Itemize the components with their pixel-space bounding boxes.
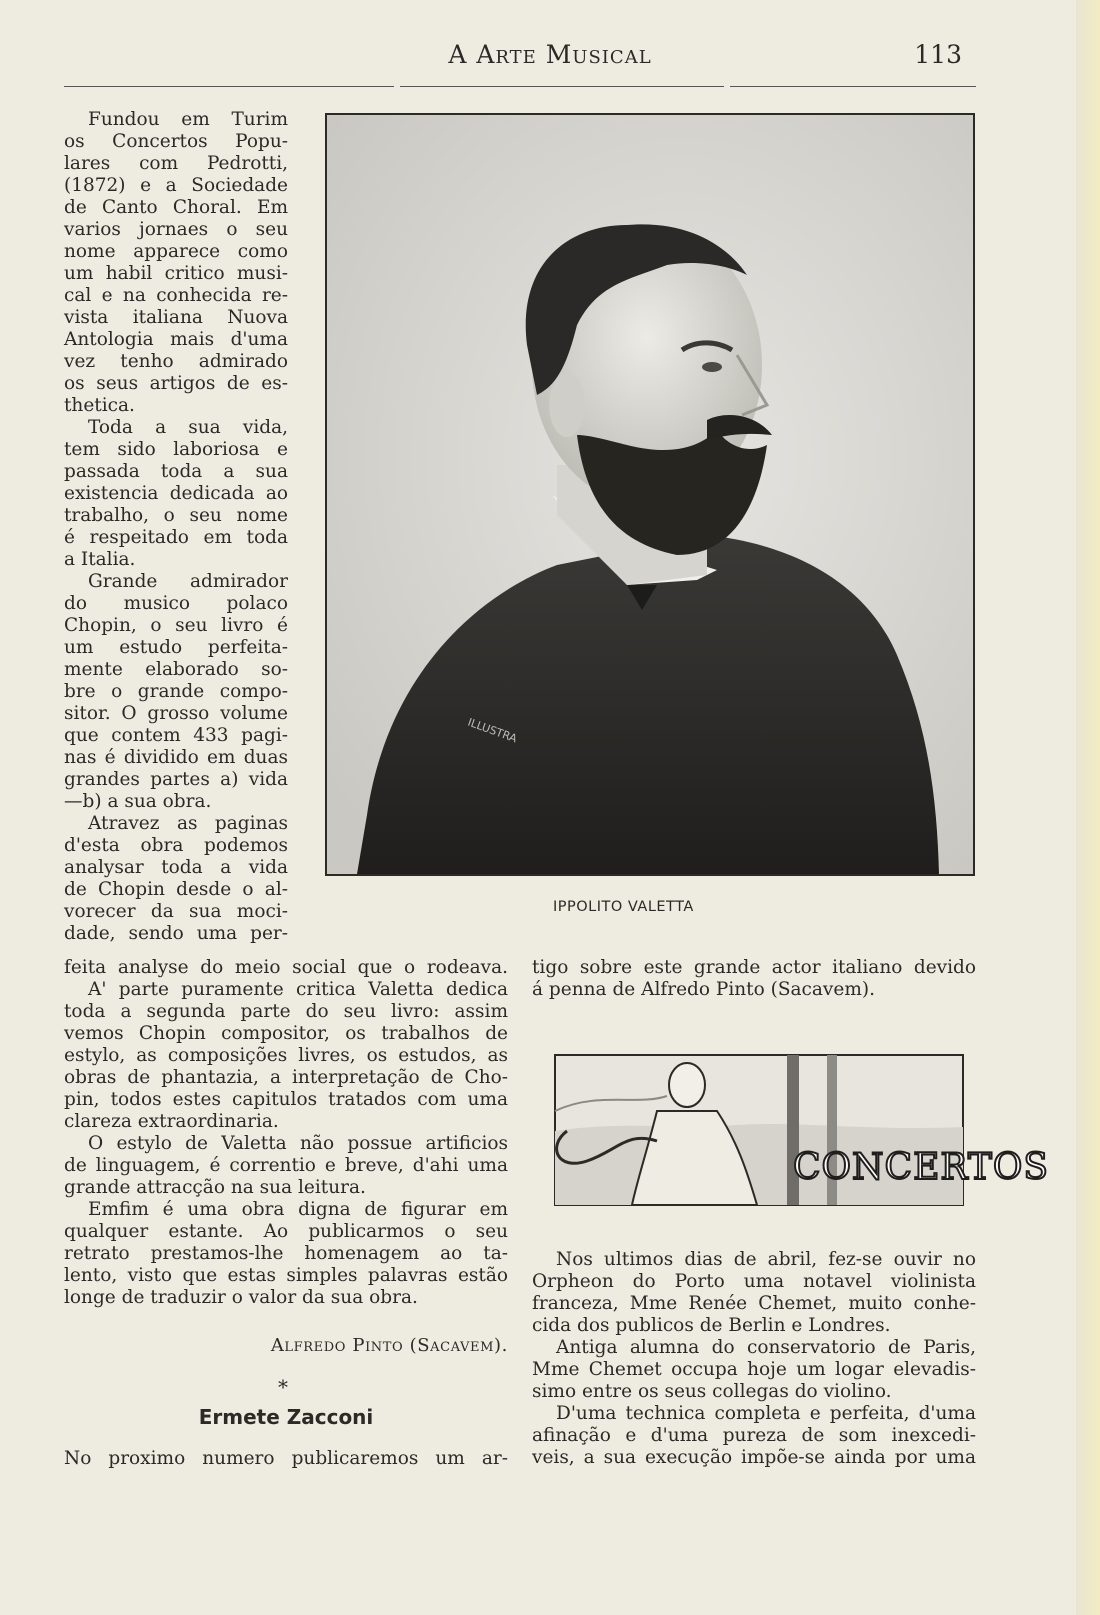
text-line: feita analyse do meio social que o rodeava. [64, 957, 508, 978]
text-line: os Concertos Popu- [64, 131, 288, 152]
header-rule-left [64, 86, 394, 87]
article-text-right [532, 957, 976, 1001]
text-line: a Italia. [64, 549, 136, 570]
engraver-mark: ILLUSTRA [465, 715, 519, 746]
page-number: 113 [914, 40, 962, 69]
author-signature: Alfredo Pinto (Sacavem). [270, 1335, 508, 1356]
text-line: vista italiana Nuova [64, 307, 288, 328]
text-line: de Chopin desde o al- [64, 879, 288, 900]
text-line: retrato prestamos-lhe homenagem ao ta- [64, 1243, 508, 1264]
text-line: os seus artigos de es- [64, 373, 288, 394]
text-line: Antiga alumna do conservatorio de Paris, [556, 1337, 976, 1358]
text-line: Emfim é uma obra digna de figurar em [88, 1199, 508, 1220]
concertos-banner [537, 1051, 1050, 1211]
text-line: varios jornaes o seu [64, 219, 288, 240]
text-line: do musico polaco [64, 593, 288, 614]
text-line: dade, sendo uma per- [64, 923, 288, 944]
journal-title: A Arte Musical [448, 40, 652, 69]
text-line: passada toda a sua [64, 461, 288, 482]
text-line: de Canto Choral. Em [64, 197, 288, 218]
portrait-caption: IPPOLITO VALETTA [553, 899, 694, 915]
text-line: que contem 433 pagi- [64, 725, 288, 746]
text-line: Mme Chemet occupa hoje um logar elevadis- [532, 1359, 976, 1380]
header-rule-right [730, 86, 976, 87]
text-line: cida dos publicos de Berlin e Londres. [532, 1315, 891, 1336]
text-line: sitor. O grosso volume [64, 703, 288, 724]
teaser-line: No proximo numero publicaremos um ar- [64, 1448, 508, 1469]
text-line: grandes partes a) vida [64, 769, 288, 790]
portrait-image [327, 115, 973, 874]
text-line: nas é dividido em duas [64, 747, 288, 768]
article-text-right-bottom [532, 1249, 976, 1469]
banner-title: CONCERTOS [793, 1147, 1050, 1188]
text-line: toda a segunda parte do seu livro: assim [64, 1001, 508, 1022]
text-line: Antologia mais d'uma [64, 329, 288, 350]
header-rule-middle [400, 86, 724, 87]
page-edge [1076, 0, 1100, 1615]
text-line: um habil critico musi- [64, 263, 288, 284]
text-line: franceza, Mme Renée Chemet, muito conhe- [532, 1293, 976, 1314]
text-line: (1872) e a Sociedade [64, 175, 288, 196]
portrait-frame [325, 113, 975, 876]
text-line: O estylo de Valetta não possue artificios [88, 1133, 508, 1154]
banner-illustration [537, 1051, 1050, 1211]
text-line: clareza extraordinaria. [64, 1111, 279, 1132]
text-line: d'esta obra podemos [64, 835, 288, 856]
text-line: cal e na conhecida re- [64, 285, 288, 306]
text-line: Chopin, o seu livro é [64, 615, 288, 636]
text-line: thetica. [64, 395, 135, 416]
text-line: tigo sobre este grande actor italiano devido [532, 957, 976, 978]
text-line: Toda a sua vida, [88, 417, 288, 438]
text-line: um estudo perfeita- [64, 637, 288, 658]
text-line: Nos ultimos dias de abril, fez-se ouvir no [556, 1249, 976, 1270]
text-line: qualquer estante. Ao publicarmos o seu [64, 1221, 508, 1242]
text-line: vorecer da sua moci- [64, 901, 288, 922]
text-line: de linguagem, é correntio e breve, d'ahi uma [64, 1155, 508, 1176]
text-line: lares com Pedrotti, [64, 153, 288, 174]
text-line: tem sido laboriosa e [64, 439, 288, 460]
text-line: Atravez as paginas [88, 813, 288, 834]
text-line: grande attracção na sua leitura. [64, 1177, 366, 1198]
text-line: á penna de Alfredo Pinto (Sacavem). [532, 979, 875, 1000]
text-line: Fundou em Turim [88, 109, 288, 130]
text-line: trabalho, o seu nome [64, 505, 288, 526]
text-line: estylo, as composições livres, os estudos, as [64, 1045, 508, 1066]
text-line: vemos Chopin compositor, os trabalhos de [64, 1023, 508, 1044]
text-line: vez tenho admirado [64, 351, 288, 372]
text-line: Orpheon do Porto uma notavel violinista [532, 1271, 976, 1292]
text-line: A' parte puramente critica Valetta dedica [88, 979, 508, 1000]
text-line: simo entre os seus collegas do violino. [532, 1381, 892, 1402]
text-line: veis, a sua execução impõe-se ainda por uma [532, 1447, 976, 1468]
text-line: bre o grande compo- [64, 681, 288, 702]
section-heading: Ermete Zacconi [198, 1405, 374, 1429]
text-line: é respeitado em toda [64, 527, 288, 548]
text-line: —b) a sua obra. [64, 791, 212, 812]
text-line: existencia dedicada ao [64, 483, 288, 504]
text-line: afinação e d'uma pureza de som inexcedi- [532, 1425, 976, 1446]
text-line: mente elaborado so- [64, 659, 288, 680]
text-line: D'uma technica completa e perfeita, d'uma [556, 1403, 976, 1424]
text-line: pin, todos estes capitulos tratados com uma [64, 1089, 508, 1110]
text-line: Grande admirador [88, 571, 288, 592]
text-line: lento, visto que estas simples palavras estão [64, 1265, 508, 1286]
article-text-wide [64, 957, 508, 1309]
section-separator: * [278, 1375, 288, 1399]
text-line: analysar toda a vida [64, 857, 288, 878]
text-line: nome apparece como [64, 241, 288, 262]
text-line: longe de traduzir o valor da sua obra. [64, 1287, 418, 1308]
article-text-narrow [64, 109, 288, 945]
text-line: obras de phantazia, a interpretação de Cho- [64, 1067, 508, 1088]
